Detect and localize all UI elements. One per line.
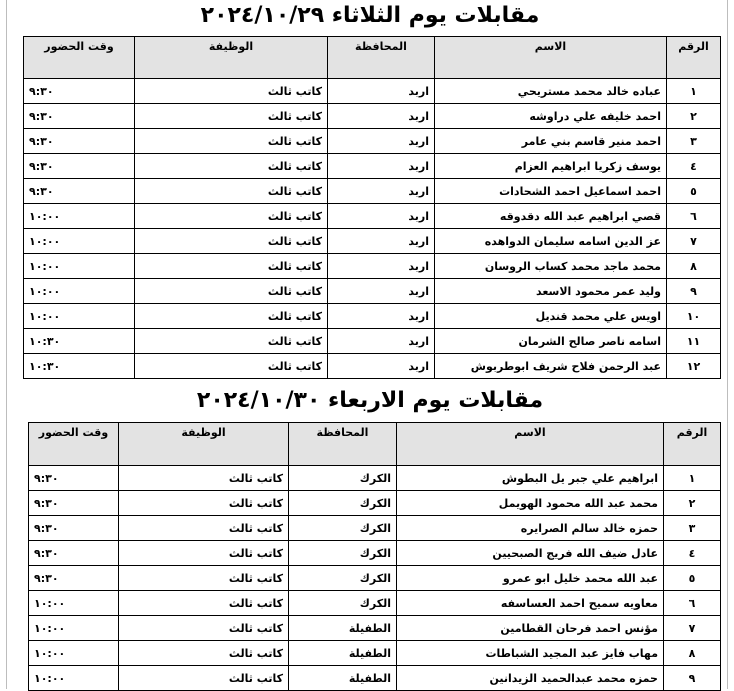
cell-name: حمزه محمد عبدالحميد الزيدانين	[397, 666, 664, 691]
cell-number: ٣	[664, 516, 721, 541]
cell-name: وليد عمر محمود الاسعد	[435, 279, 667, 304]
table-row	[24, 229, 721, 254]
table-row	[24, 154, 721, 179]
cell-number: ١٠	[667, 304, 721, 329]
cell-time: ١٠:٣٠	[24, 329, 135, 354]
cell-number: ٢	[667, 104, 721, 129]
table-row	[29, 516, 721, 541]
table-row	[24, 354, 721, 379]
page-border-left	[6, 0, 7, 689]
cell-number: ٧	[667, 229, 721, 254]
cell-time: ١٠:٠٠	[24, 304, 135, 329]
cell-job: كاتب ثالث	[119, 541, 289, 566]
header-time: وقت الحضور	[29, 423, 119, 466]
cell-job: كاتب ثالث	[119, 466, 289, 491]
cell-number: ٧	[664, 616, 721, 641]
cell-governorate: الكرك	[289, 466, 397, 491]
cell-number: ٤	[664, 541, 721, 566]
cell-name: عز الدين اسامه سليمان الدواهده	[435, 229, 667, 254]
cell-time: ١٠:٠٠	[24, 229, 135, 254]
cell-name: عادل ضيف الله فريج الصبحيين	[397, 541, 664, 566]
cell-time: ٩:٣٠	[24, 179, 135, 204]
header-governorate: المحافظة	[289, 423, 397, 466]
cell-name: احمد منير قاسم بني عامر	[435, 129, 667, 154]
cell-governorate: الكرك	[289, 516, 397, 541]
cell-job: كاتب ثالث	[135, 354, 328, 379]
cell-time: ١٠:٠٠	[29, 591, 119, 616]
cell-job: كاتب ثالث	[119, 666, 289, 691]
table-row	[29, 541, 721, 566]
cell-job: كاتب ثالث	[135, 79, 328, 104]
header-num: الرقم	[667, 37, 721, 79]
cell-governorate: اربد	[328, 104, 435, 129]
table-body	[29, 466, 721, 691]
cell-time: ١٠:٠٠	[29, 641, 119, 666]
cell-number: ٥	[667, 179, 721, 204]
cell-number: ٢	[664, 491, 721, 516]
cell-job: كاتب ثالث	[135, 279, 328, 304]
header-name: الاسم	[435, 37, 667, 79]
section-title-tuesday: مقابلات يوم الثلاثاء ٢٠٢٤/١٠/٢٩	[200, 3, 540, 28]
table-row	[29, 641, 721, 666]
cell-time: ٩:٣٠	[29, 466, 119, 491]
cell-name: اسامه ناصر صالح الشرمان	[435, 329, 667, 354]
cell-governorate: الطفيلة	[289, 616, 397, 641]
cell-name: عبد الله محمد خليل ابو عمرو	[397, 566, 664, 591]
table-row	[24, 79, 721, 104]
cell-time: ١٠:٠٠	[24, 254, 135, 279]
cell-number: ٩	[664, 666, 721, 691]
cell-time: ٩:٣٠	[24, 79, 135, 104]
header-governorate: المحافظة	[328, 37, 435, 79]
table-row	[29, 466, 721, 491]
cell-job: كاتب ثالث	[119, 616, 289, 641]
table-row	[24, 129, 721, 154]
cell-name: احمد خليفه علي دراوشه	[435, 104, 667, 129]
table-row	[24, 279, 721, 304]
cell-name: محمد عبد الله محمود الهويمل	[397, 491, 664, 516]
table-row	[24, 329, 721, 354]
cell-time: ١٠:٠٠	[24, 279, 135, 304]
cell-time: ٩:٣٠	[24, 154, 135, 179]
header-job: الوظيفة	[119, 423, 289, 466]
cell-name: عباده خالد محمد مستريحي	[435, 79, 667, 104]
cell-governorate: الطفيلة	[289, 641, 397, 666]
table-row	[29, 616, 721, 641]
table-body	[24, 79, 721, 379]
cell-time: ٩:٣٠	[29, 566, 119, 591]
cell-number: ١٢	[667, 354, 721, 379]
cell-governorate: اربد	[328, 329, 435, 354]
table-row	[24, 179, 721, 204]
table-header-row	[24, 37, 721, 79]
header-num: الرقم	[664, 423, 721, 466]
cell-name: قصي ابراهيم عبد الله دقدوقه	[435, 204, 667, 229]
interviews-table-wednesday	[28, 422, 721, 691]
cell-job: كاتب ثالث	[135, 229, 328, 254]
table-row	[24, 104, 721, 129]
cell-governorate: الكرك	[289, 566, 397, 591]
cell-number: ٣	[667, 129, 721, 154]
cell-job: كاتب ثالث	[119, 566, 289, 591]
cell-job: كاتب ثالث	[135, 154, 328, 179]
cell-job: كاتب ثالث	[135, 204, 328, 229]
cell-time: ١٠:٠٠	[29, 666, 119, 691]
cell-governorate: اربد	[328, 279, 435, 304]
cell-name: يوسف زكريا ابراهيم العزام	[435, 154, 667, 179]
cell-number: ٩	[667, 279, 721, 304]
table-row	[24, 204, 721, 229]
cell-job: كاتب ثالث	[119, 641, 289, 666]
table-row	[24, 304, 721, 329]
cell-number: ١	[667, 79, 721, 104]
cell-number: ٥	[664, 566, 721, 591]
cell-time: ٩:٣٠	[29, 541, 119, 566]
cell-name: عبد الرحمن فلاح شريف ابوطربوش	[435, 354, 667, 379]
cell-time: ٩:٣٠	[29, 491, 119, 516]
cell-job: كاتب ثالث	[119, 516, 289, 541]
cell-governorate: اربد	[328, 79, 435, 104]
cell-name: محمد ماجد محمد كساب الروسان	[435, 254, 667, 279]
cell-job: كاتب ثالث	[135, 329, 328, 354]
cell-name: مهاب فايز عبد المجيد الشباطات	[397, 641, 664, 666]
cell-job: كاتب ثالث	[135, 304, 328, 329]
cell-time: ٩:٣٠	[24, 129, 135, 154]
cell-governorate: الكرك	[289, 491, 397, 516]
cell-name: احمد اسماعيل احمد الشحادات	[435, 179, 667, 204]
table-row	[29, 566, 721, 591]
cell-governorate: اربد	[328, 129, 435, 154]
cell-governorate: الكرك	[289, 591, 397, 616]
cell-job: كاتب ثالث	[135, 179, 328, 204]
table-row	[29, 491, 721, 516]
cell-number: ٦	[664, 591, 721, 616]
header-time: وقت الحضور	[24, 37, 135, 79]
cell-job: كاتب ثالث	[135, 129, 328, 154]
table-row	[29, 666, 721, 691]
section-title-wednesday: مقابلات يوم الاربعاء ٢٠٢٤/١٠/٣٠	[196, 388, 544, 413]
cell-time: ٩:٣٠	[24, 104, 135, 129]
header-name: الاسم	[397, 423, 664, 466]
cell-governorate: اربد	[328, 354, 435, 379]
cell-governorate: اربد	[328, 254, 435, 279]
cell-governorate: الكرك	[289, 541, 397, 566]
cell-governorate: اربد	[328, 229, 435, 254]
cell-governorate: اربد	[328, 154, 435, 179]
cell-name: حمزه خالد سالم الصرايره	[397, 516, 664, 541]
header-job: الوظيفة	[135, 37, 328, 79]
cell-number: ٨	[667, 254, 721, 279]
cell-governorate: اربد	[328, 179, 435, 204]
cell-job: كاتب ثالث	[119, 591, 289, 616]
cell-job: كاتب ثالث	[119, 491, 289, 516]
interviews-table-tuesday	[23, 36, 721, 379]
page-border-right	[727, 0, 728, 689]
cell-name: ابراهيم علي جبر يل البطوش	[397, 466, 664, 491]
cell-governorate: اربد	[328, 304, 435, 329]
cell-time: ١٠:٣٠	[24, 354, 135, 379]
cell-governorate: اربد	[328, 204, 435, 229]
cell-job: كاتب ثالث	[135, 104, 328, 129]
cell-job: كاتب ثالث	[135, 254, 328, 279]
table-row	[29, 591, 721, 616]
cell-number: ١١	[667, 329, 721, 354]
cell-governorate: الطفيلة	[289, 666, 397, 691]
cell-number: ٦	[667, 204, 721, 229]
table-header-row	[29, 423, 721, 466]
cell-time: ١٠:٠٠	[24, 204, 135, 229]
cell-name: اويس علي محمد قنديل	[435, 304, 667, 329]
cell-number: ١	[664, 466, 721, 491]
cell-time: ١٠:٠٠	[29, 616, 119, 641]
cell-number: ٨	[664, 641, 721, 666]
cell-name: معاويه سميح احمد العساسفه	[397, 591, 664, 616]
table-row	[24, 254, 721, 279]
cell-number: ٤	[667, 154, 721, 179]
cell-time: ٩:٣٠	[29, 516, 119, 541]
cell-name: مؤنس احمد فرحان القطامين	[397, 616, 664, 641]
